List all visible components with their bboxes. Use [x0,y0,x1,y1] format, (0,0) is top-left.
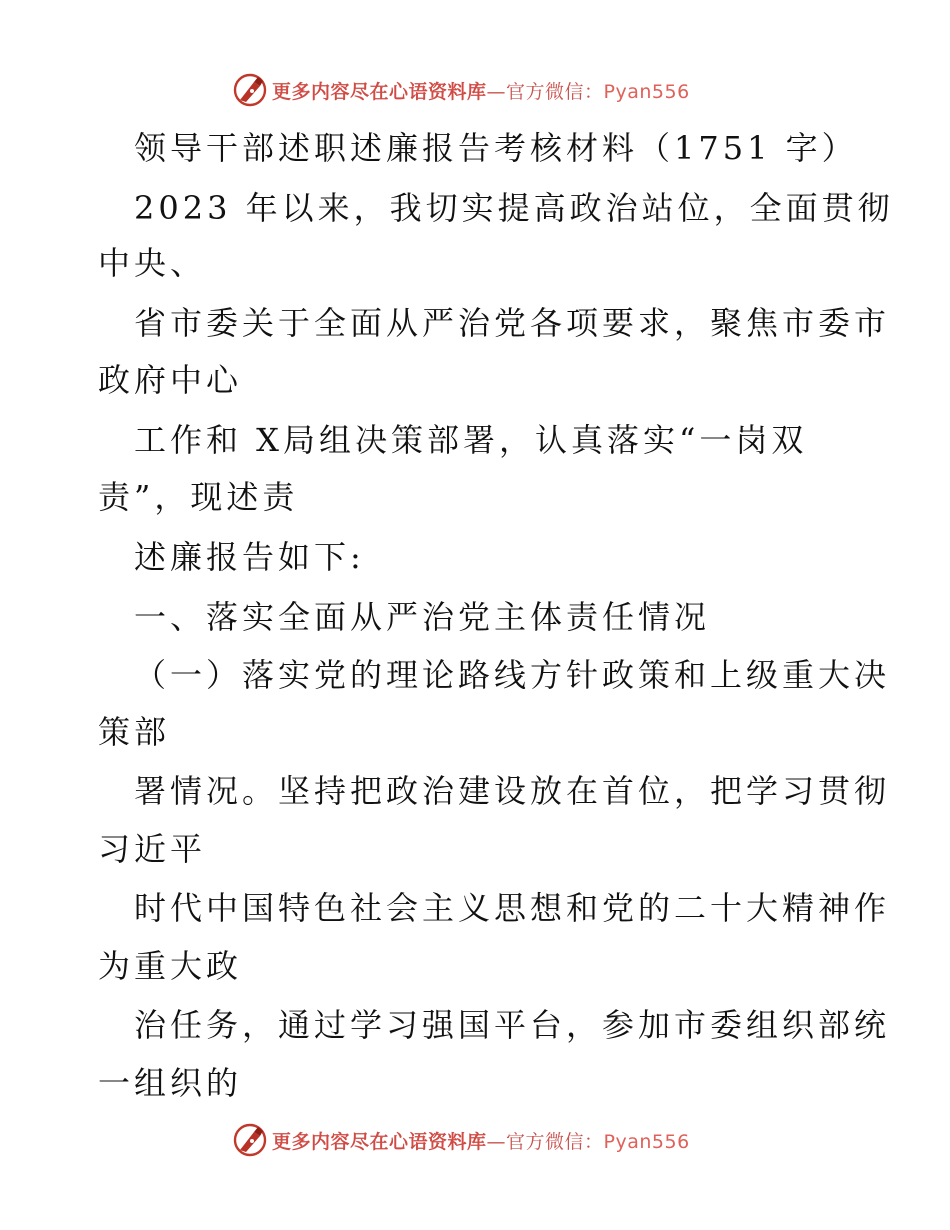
footer-banner-text [272,1127,690,1154]
paragraph-line: 政府中心 [98,361,243,399]
footer-wechat-id: Pyan556 [603,1130,690,1153]
paragraph-line: 2023 年以来，我切实提高政治站位，全面贯彻 [134,189,894,227]
paragraph-line: 为重大政 [98,947,243,985]
paragraph-line: 省市委关于全面从严治党各项要求，聚焦市委市 [134,304,891,342]
paragraph-line: 署情况。坚持把政治建设放在首位，把学习贯彻 [134,772,891,810]
footer-site-text: 更多内容尽在心语资料库 [272,1130,487,1153]
footer-banner [232,1120,690,1160]
header-dash: — [486,80,507,103]
footer-wechat-label: 官方微信： [506,1130,604,1153]
paragraph-line: 时代中国特色社会主义思想和党的二十大精神作 [134,889,891,927]
document-title: 领导干部述职述廉报告考核材料（1751 字） [134,129,858,167]
paragraph-line: 中央、 [98,244,207,282]
section-heading: 一、落实全面从严治党主体责任情况 [134,598,711,636]
header-wechat-label: 官方微信： [506,80,604,103]
paragraph-line: 一组织的 [98,1064,243,1102]
paragraph-line: 述廉报告如下: [134,538,365,576]
paragraph-line: 责”，现述责 [98,478,299,516]
header-site-text: 更多内容尽在心语资料库 [272,80,487,103]
paragraph-line: 治任务，通过学习强国平台，参加市委组织部统 [134,1006,891,1044]
pen-nib-circle-icon [232,72,268,108]
paragraph-line: 习近平 [98,830,207,868]
footer-dash: — [486,1130,507,1153]
paragraph-line: 策部 [98,713,171,751]
subsection-heading: （一）落实党的理论路线方针政策和上级重大决 [134,656,891,694]
pen-nib-circle-icon [232,1122,268,1158]
header-wechat-id: Pyan556 [603,80,690,103]
paragraph-line: 工作和 X局组决策部署，认真落实“一岗双 [134,421,808,459]
header-banner-text [272,77,690,104]
header-banner [232,70,690,110]
